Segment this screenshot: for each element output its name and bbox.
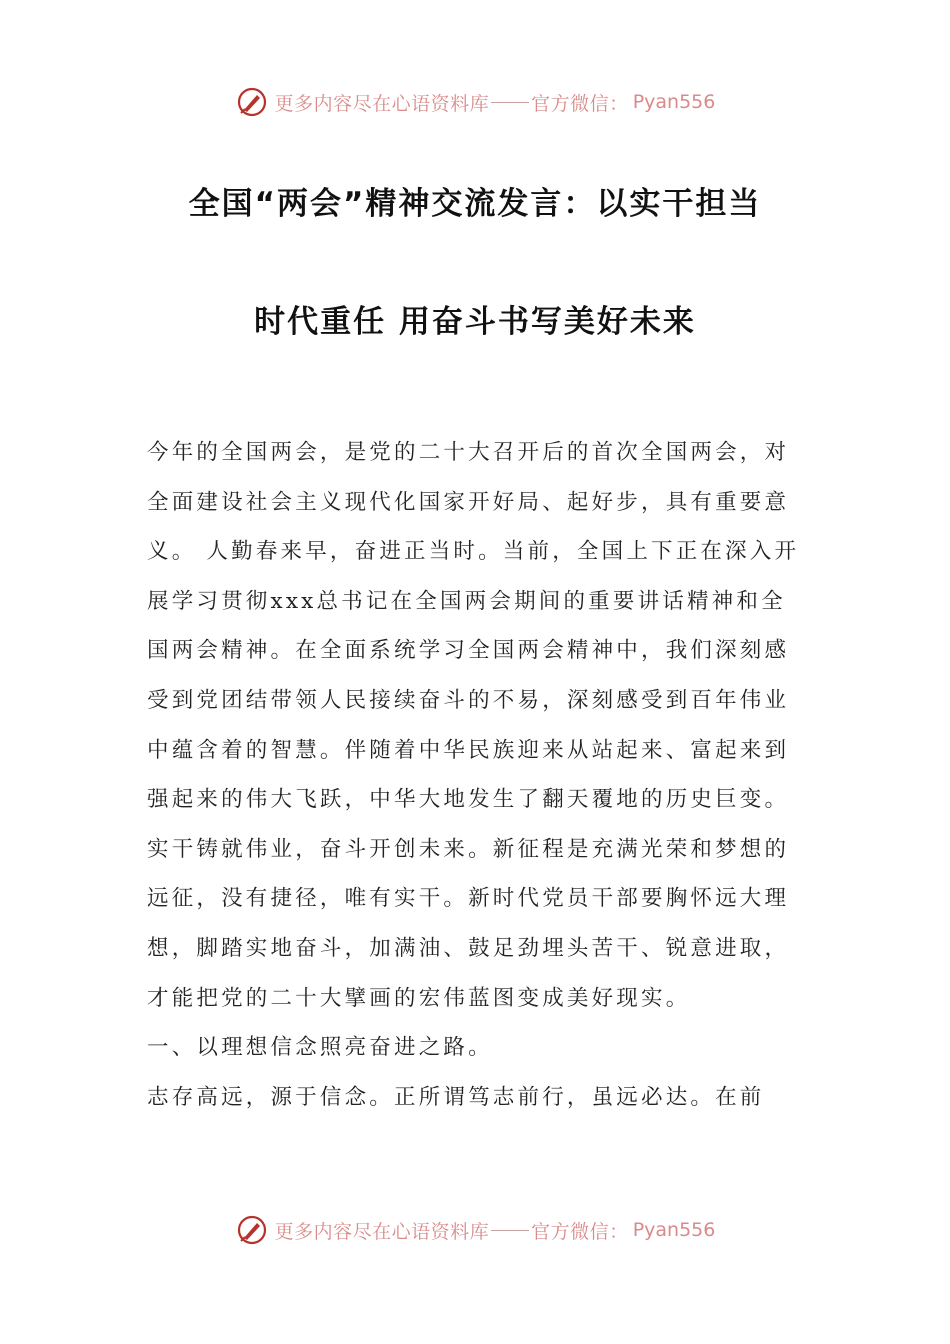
section-heading-1: 一、以理想信念照亮奋进之路。 <box>147 1035 493 1061</box>
paragraph-section-1: 志存高远，源于信念。正所谓笃志前行，虽远必达。在前 <box>147 1084 765 1110</box>
footer-watermark <box>0 1210 950 1250</box>
pen-logo-icon <box>235 1213 269 1247</box>
watermark-suffix: 官方微信： <box>531 1220 629 1243</box>
watermark-dash <box>491 1230 529 1231</box>
header-watermark <box>0 82 950 122</box>
watermark-suffix: 官方微信： <box>531 92 629 115</box>
watermark-wechat-id: Pyan556 <box>632 1219 716 1241</box>
watermark-dash <box>491 102 529 103</box>
watermark-text: 更多内容尽在心语资料库 <box>274 92 490 115</box>
watermark-text: 更多内容尽在心语资料库 <box>274 1220 490 1243</box>
document-title-line-1: 全国“两会”精神交流发言：以实干担当 <box>188 186 762 222</box>
document-body <box>147 428 807 1122</box>
paragraph-intro: 今年的全国两会，是党的二十大召开后的首次全国两会，对全面建设社会主义现代化国家开好局、起好步，具有重要意义。 人勤春来早，奋进正当时。当前，全国上下正在深入开展学习贯彻xxx总书记在全国两会期间的重要讲话精神和全国两会精神。在全面系统学习全国两会精神中，我们深刻感受到党团结带领人民接续奋斗的不易，深刻感受到百年伟业中蕴含着的智慧。伴随着中华民族迎来从站起来、富起来到强起来的伟大飞跃，中华大地发生了翻天覆地的历史巨变。实干铸就伟业，奋斗开创未来。新征程是充满光荣和梦想的远征，没有捷径，唯有实干。新时代党员干部要胸怀远大理想，脚踏实地奋斗，加满油、鼓足劲埋头苦干、锐意进取，才能把党的二十大擘画的宏伟蓝图变成美好现实。 <box>147 440 800 1011</box>
pen-logo-icon <box>235 85 269 119</box>
watermark-wechat-id: Pyan556 <box>632 91 716 113</box>
document-title-line-2: 时代重任 用奋斗书写美好未来 <box>254 304 696 340</box>
